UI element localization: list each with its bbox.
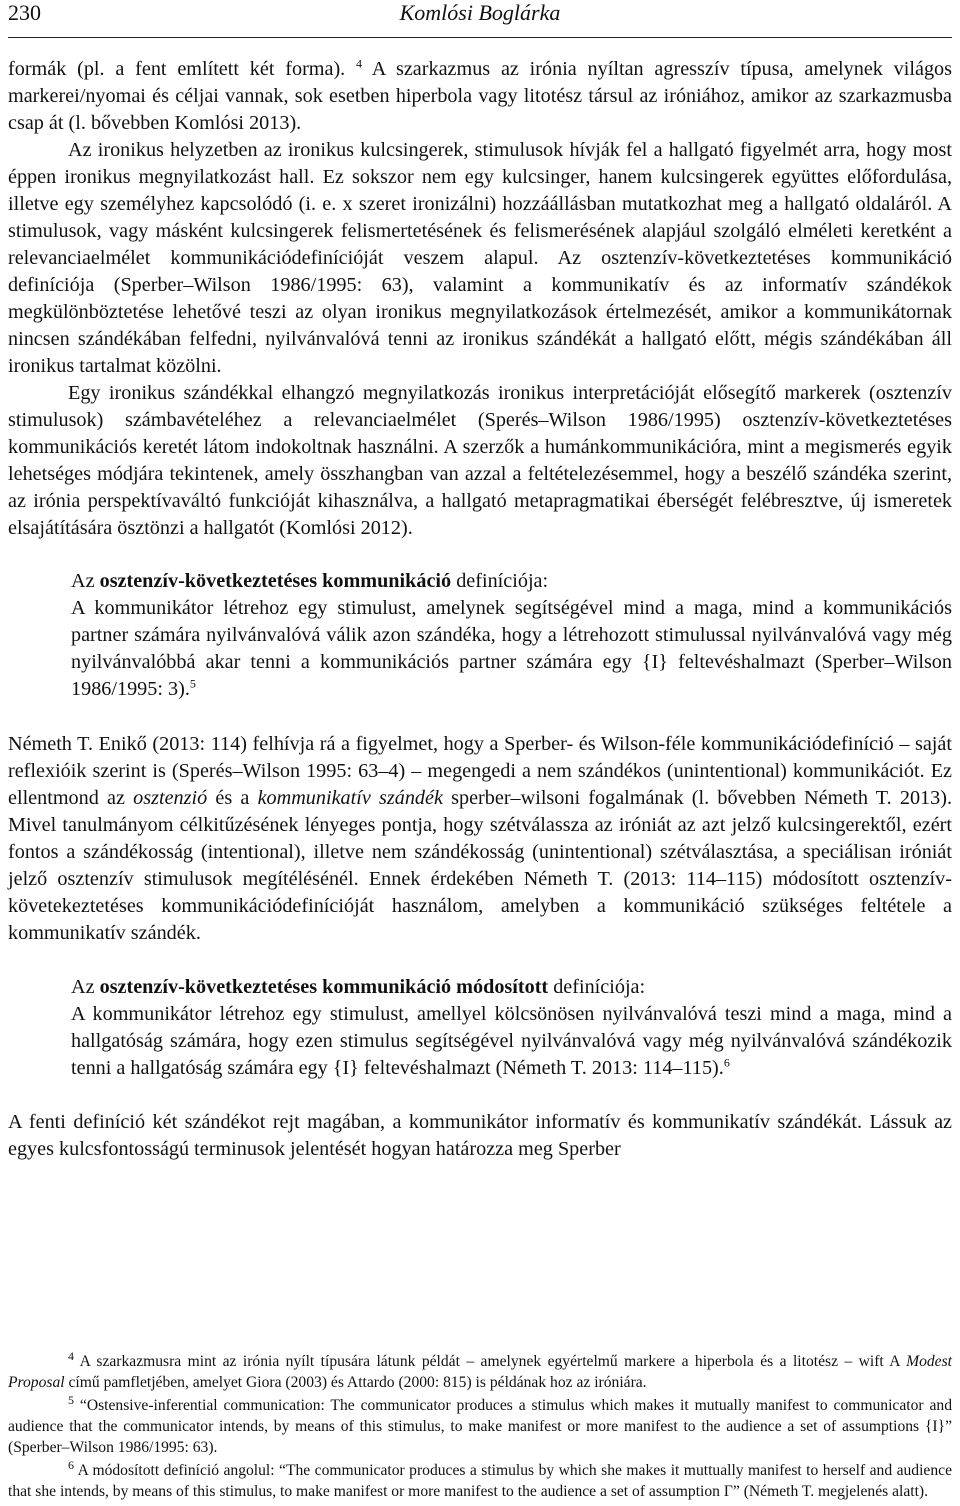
paragraph-4-text-b: és a xyxy=(207,787,258,809)
footnote-5-number: 5 xyxy=(68,1392,74,1407)
footnote-5 xyxy=(8,1392,953,1458)
definition-block-1 xyxy=(8,568,952,703)
footnote-4-text-b: című pamfletjében, amelyet Giora (2003) és Attardo (2000: 815) is példának hoz az iróniára. xyxy=(64,1374,647,1391)
definition-2-heading xyxy=(71,974,952,1001)
footnote-6 xyxy=(8,1457,952,1502)
paragraph-1-text-a: formák (pl. a fent említett két forma). xyxy=(8,58,357,80)
footnote-6-text: A módosított definíció angolul: “The communicator produces a stimulus by which she makes it muttually manifest to herself and audience that she intends, by means of this stimulus, to make manifest or more manifest to the audience a set of assumption Γ” (Németh T. megjelenés alatt). xyxy=(8,1462,952,1500)
term-kommunikativ-szandek: kommunikatív szándék xyxy=(257,787,443,809)
paragraph-2: Az ironikus helyzetben az ironikus kulcsingerek, stimulusok hívják fel a hallgató figyelmét arra, hogy most éppen ironikus megnyilatkozást hall. Ez sokszor nem egy kulcsinger, hanem kulcsingerek együttes előfordulása, illetve egy személyhez kapcsolódó (i. e. x szeret ironizálni) hozzáállásban mutatkozhat meg a hallgató oldaláról. A stimulusok, vagy másként kulcsingerek felismertetésének és felismerésének alapjául szolgáló elméleti keretként a relevanciaelmélet kommunikációdefinícióját veszem alapul. Az osztenzív-következtetéses kommunikáció definíciója (Sperber–Wilson 1986/1995: 63), valamint a kommunikatív és az informatív szándékok megkülönböztetése lehetővé teszi az olyan ironikus megnyilatkozások értelmezését, amikor a kommunikátornak nincsen szándékában felfedni, nyilvánvalóvá tenni az ironikus szándékát a hallgató előtt, mégis szándékában áll ironikus tartalmat közölni. xyxy=(8,139,952,377)
definition-1-term: osztenzív-következtetéses kommunikáció xyxy=(99,570,452,592)
definition-2-body xyxy=(71,1001,952,1082)
footnote-ref-5[interactable]: 5 xyxy=(189,676,196,691)
definition-1-post: definíciója: xyxy=(451,570,549,592)
footnote-5-text: “Ostensive-inferential communication: The communicator produces a stimulus which makes it mutually manifest to communicator and audience that the communicator intends, by means of this stimulus, to make manifest or more manifest to the audience a set of assumptions {I}” (Sperber–Wilson 1986/1995: 63). xyxy=(8,1397,953,1456)
running-header xyxy=(8,0,952,38)
footnote-6-number: 6 xyxy=(68,1457,74,1472)
footnote-4-title: Modest Proposal xyxy=(8,1353,952,1391)
paragraph-1 xyxy=(8,56,952,137)
definition-1-heading xyxy=(71,568,952,595)
footnote-ref-6[interactable]: 6 xyxy=(723,1055,730,1070)
main-text xyxy=(8,56,952,1163)
page-number: 230 xyxy=(8,0,41,25)
definition-1-body xyxy=(71,595,952,703)
definition-1-text: A kommunikátor létrehoz egy stimulust, amelynek segítségével mind a maga, mind a kommunikációs partner számára nyilvánvalóvá válik azon szándéka, hogy a létrehozott stimulussal nyilvánvalóvá vagy még nyilvánvalóbbá akar tenni a kommunikációs partner számára egy {I} feltevéshalmazt (Sperber–Wilson 1986/1995: 3). xyxy=(71,597,952,700)
footnote-4-text-a: A szarkazmusra mint az irónia nyílt típusára látunk példát – amelynek egyértelmű markere a hiperbola és a litotész – wift A xyxy=(79,1353,907,1370)
definition-block-2 xyxy=(8,974,952,1082)
paragraph-3: Egy ironikus szándékkal elhangzó megnyilatkozás ironikus interpretációját elősegítő markerek (osztenzív stimulusok) számbavételéhez a relevanciaelmélet (Sperés–Wilson 1986/1995) osztenzív-következtetéses kommunikációs keretét látom indokoltnak használni. A szerzők a humánkommunikációra, mint a megismerés egyik lehetséges módjára tekintenek, amely összhangban van azzal a feltételezésemmel, hogy a beszélő szándéka szerint, az irónia perspektívaváltó funkcióját kihasználva, a hallgató metapragmatikai éberségét felébresztve, új ismeretek elsajátítására ösztönzi a hallgatót (Komlósi 2012). xyxy=(8,382,952,539)
term-osztenzio: osztenzió xyxy=(133,787,208,809)
running-author: Komlósi Boglárka xyxy=(399,0,561,25)
definition-1-pre: Az xyxy=(71,570,100,592)
paragraph-4 xyxy=(8,731,952,947)
definition-2-pre: Az xyxy=(71,976,100,998)
footnote-4 xyxy=(8,1348,952,1393)
footnote-4-number: 4 xyxy=(68,1348,74,1363)
definition-2-post: definíciója: xyxy=(548,976,646,998)
paragraph-1-text-b: A szarkazmus az irónia nyíltan agresszív típusa, amelynek világos markerei/nyomai és céljai vannak, sok esetben hiperbola vagy litotész társul az iróniához, amikor az szarkazmusba csap át (l. bővebben Komlósi 2013). xyxy=(8,58,952,134)
definition-2-text: A kommunikátor létrehoz egy stimulust, amellyel kölcsönösen nyilvánvalóvá teszi mind a maga, mind a hallgatóság számára, hogy ezen stimulus segítségével nyilvánvalóvá vagy még nyilvánvalóvá szándékozik tenni a hallgatóság számára egy {I} feltevéshalmazt (Németh T. 2013: 114–115). xyxy=(71,1003,952,1079)
footnotes xyxy=(8,1348,953,1502)
footnote-ref-4[interactable]: 4 xyxy=(356,56,363,71)
paragraph-5: A fenti definíció két szándékot rejt magában, a kommunikátor informatív és kommunikatív szándékát. Lássuk az egyes kulcsfontosságú terminusok jelentését hogyan határozza meg Sperber xyxy=(8,1111,952,1160)
definition-2-term: osztenzív-következtetéses kommunikáció módosított xyxy=(99,976,549,998)
paragraph-4-text-a: Németh T. Enikő (2013: 114) felhívja rá a figyelmet, hogy a Sperber- és Wilson-féle kommunikációdefiníció – saját reflexióik szerint is (Sperés–Wilson 1995: 63–4) – megengedi a nem szándékos (unintentional) kommunikációt. Ez ellentmond az xyxy=(8,733,952,809)
paragraph-4-text-c: sperber–wilsoni fogalmának (l. bővebben Németh T. 2013). Mivel tanulmányom célkitűzésének lényeges pontja, hogy szétválassza az iróniát az azt jelző kulcsingerektől, ezért fontos a szándékosság (intentional), illetve nem szándékosság (unintentional) szétválasztása, a speciálisan iróniát jelző osztenzív stimulusok megítélésénél. Ennek érdekében Németh T. (2013: 114–115) módosított osztenzív-követekeztetéses kommunikációdefinícióját használom, amelyben a kommunikáció szükséges feltétele a kommunikatív szándék. xyxy=(8,787,953,944)
